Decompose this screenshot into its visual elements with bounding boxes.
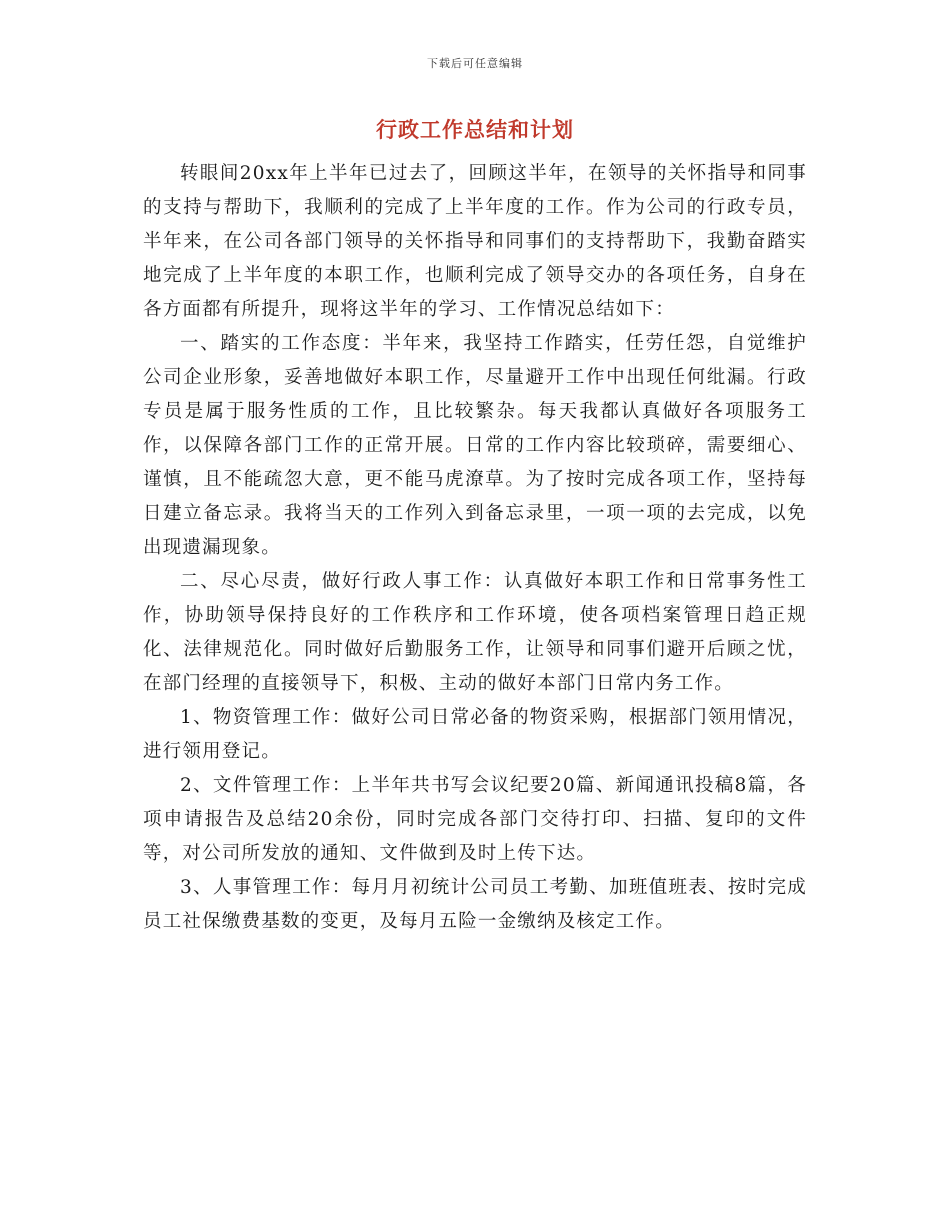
paragraph-materials: 1、物资管理工作：做好公司日常必备的物资采购，根据部门领用情况，进行领用登记。 [143,707,807,762]
document-body [143,157,807,939]
paragraph-admin-hr: 二、尽心尽责，做好行政人事工作：认真做好本职工作和日常事务性工作，协助领导保持良好的工作秩序和工作环境，使各项档案管理日趋正规化、法律规范化。同时做好后勤服务工作，让领导和同事们避开后顾之忧，在部门经理的直接领导下，积极、主动的做好本部门日常内务工作。 [143,571,807,694]
paragraph-work-attitude: 一、踏实的工作态度：半年来，我坚持工作踏实，任劳任怨，自觉维护公司企业形象，妥善地做好本职工作，尽量避开工作中出现任何纰漏。行政专员是属于服务性质的工作，且比较繁杂。每天我都认真做好各项服务工作，以保障各部门工作的正常开展。日常的工作内容比较琐碎，需要细心、谨慎，且不能疏忽大意，更不能马虎潦草。为了按时完成各项工作，坚持每日建立备忘录。我将当天的工作列入到备忘录里，一项一项的去完成，以免出现遗漏现象。 [143,333,807,558]
paragraph-intro: 转眼间20xx年上半年已过去了，回顾这半年，在领导的关怀指导和同事的支持与帮助下，我顺利的完成了上半年度的工作。作为公司的行政专员，半年来，在公司各部门领导的关怀指导和同事们的支持帮助下，我勤奋踏实地完成了上半年度的本职工作，也顺利完成了领导交办的各项任务，自身在各方面都有所提升，现将这半年的学习、工作情况总结如下： [143,163,807,320]
document-title: 行政工作总结和计划 [376,117,574,142]
paragraph-personnel: 3、人事管理工作：每月月初统计公司员工考勤、加班值班表、按时完成员工社保缴费基数的变更，及每月五险一金缴纳及核定工作。 [143,877,807,932]
page-header-note: 下载后可任意编辑 [427,57,523,70]
paragraph-documents: 2、文件管理工作：上半年共书写会议纪要20篇、新闻通讯投稿8篇，各项申请报告及总结20余份，同时完成各部门交待打印、扫描、复印的文件等，对公司所发放的通知、文件做到及时上传下达。 [143,775,807,864]
